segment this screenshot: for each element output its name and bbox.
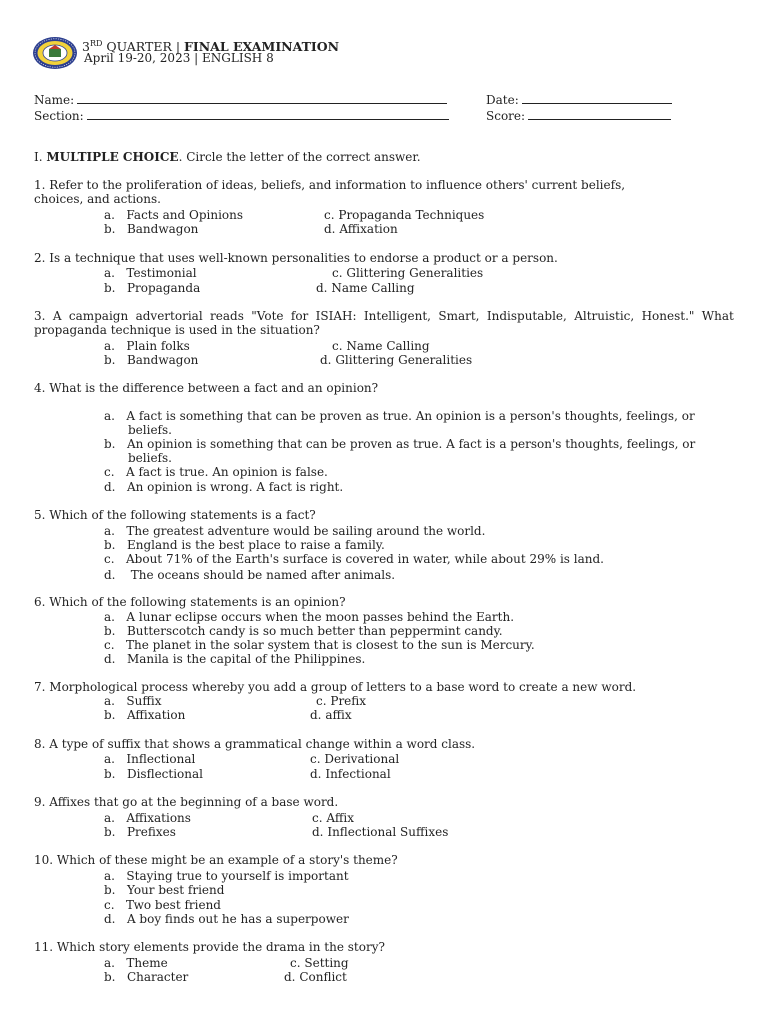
choice-9d[interactable]: d. Inflectional Suffixes — [312, 825, 449, 839]
question-3-line2: propaganda technique is used in the situation? — [34, 323, 320, 337]
exam-header-subtitle: April 19-20, 2023 | ENGLISH 8 — [84, 51, 274, 65]
question-3-word: A — [52, 309, 62, 323]
score-field[interactable] — [486, 108, 671, 123]
choice-4d[interactable]: d. An opinion is wrong. A fact is right. — [104, 480, 344, 494]
choice-4c[interactable]: c. A fact is true. An opinion is false. — [104, 465, 328, 479]
name-field[interactable] — [34, 92, 447, 107]
question-5: 5. Which of the following statements is a fact? — [34, 508, 316, 522]
choice-1c[interactable]: c. Propaganda Techniques — [324, 208, 485, 222]
question-3-word: reads — [210, 309, 244, 323]
question-3 — [34, 309, 734, 337]
choice-1d[interactable]: d. Affixation — [324, 222, 398, 236]
choice-2d[interactable]: d. Name Calling — [316, 281, 415, 295]
choice-5a[interactable]: a. The greatest adventure would be sailing around the world. — [104, 524, 486, 538]
choice-7a[interactable]: a. Suffix — [104, 694, 162, 708]
choice-6b[interactable]: b. Butterscotch candy is so much better than peppermint candy. — [104, 624, 503, 638]
question-3-line1 — [34, 309, 734, 323]
question-6: 6. Which of the following statements is an opinion? — [34, 595, 346, 609]
score-label: Score: — [486, 109, 526, 123]
name-blank[interactable] — [77, 92, 447, 104]
choice-7d[interactable]: d. affix — [310, 708, 352, 722]
question-3-word: "Vote — [251, 309, 284, 323]
question-11: 11. Which story elements provide the drama in the story? — [34, 940, 385, 954]
choice-7b[interactable]: b. Affixation — [104, 708, 186, 722]
choice-6d[interactable]: d. Manila is the capital of the Philippines. — [104, 652, 366, 666]
choice-3d[interactable]: d. Glittering Generalities — [320, 353, 473, 367]
choice-3a[interactable]: a. Plain folks — [104, 339, 190, 353]
question-10: 10. Which of these might be an example of a story's theme? — [34, 853, 398, 867]
date-label: Date: — [486, 93, 519, 107]
score-blank[interactable] — [528, 108, 671, 120]
choice-5c[interactable]: c. About 71% of the Earth's surface is covered in water, while about 29% is land. — [104, 552, 604, 566]
choice-4a-cont: beliefs. — [128, 423, 172, 437]
choice-3b[interactable]: b. Bandwagon — [104, 353, 199, 367]
choice-4b-cont: beliefs. — [128, 451, 172, 465]
choice-1b[interactable]: b. Bandwagon — [104, 222, 199, 236]
choice-11a[interactable]: a. Theme — [104, 956, 168, 970]
school-seal-logo — [32, 36, 78, 70]
question-7: 7. Morphological process whereby you add a group of letters to a base word to create a new word. — [34, 680, 637, 694]
choice-10b[interactable]: b. Your best friend — [104, 883, 225, 897]
question-8: 8. A type of suffix that shows a grammatical change within a word class. — [34, 737, 476, 751]
choice-2a[interactable]: a. Testimonial — [104, 266, 197, 280]
question-3-word: advertorial — [135, 309, 203, 323]
name-label: Name: — [34, 93, 75, 107]
choice-8d[interactable]: d. Infectional — [310, 767, 391, 781]
question-3-word: Honest." — [641, 309, 695, 323]
choice-1a[interactable]: a. Facts and Opinions — [104, 208, 244, 222]
choice-11d[interactable]: d. Conflict — [284, 970, 347, 984]
choice-6c[interactable]: c. The planet in the solar system that is closest to the sun is Mercury. — [104, 638, 535, 652]
choice-10c[interactable]: c. Two best friend — [104, 898, 221, 912]
section-blank[interactable] — [87, 108, 449, 120]
question-3-word: for — [290, 309, 309, 323]
choice-11b[interactable]: b. Character — [104, 970, 189, 984]
section-heading: I. MULTIPLE CHOICE. Circle the letter of the correct answer. — [34, 150, 421, 164]
question-2: 2. Is a technique that uses well-known personalities to endorse a product or a person. — [34, 251, 558, 265]
choice-2c[interactable]: c. Glittering Generalities — [332, 266, 484, 280]
choice-4b[interactable]: b. An opinion is something that can be proven as true. A fact is a person's thoughts, feelings, or — [104, 437, 696, 451]
question-3-word: Intelligent, — [363, 309, 431, 323]
question-3-word: ISIAH: — [315, 309, 357, 323]
question-9: 9. Affixes that go at the beginning of a base word. — [34, 795, 339, 809]
date-field[interactable] — [486, 92, 672, 107]
choice-10a[interactable]: a. Staying true to yourself is important — [104, 869, 349, 883]
question-1: 1. Refer to the proliferation of ideas, beliefs, and information to influence others' current beliefs, — [34, 178, 626, 192]
date-blank[interactable] — [522, 92, 672, 104]
choice-2b[interactable]: b. Propaganda — [104, 281, 201, 295]
choice-5d[interactable]: d. The oceans should be named after animals. — [104, 568, 396, 582]
choice-7c[interactable]: c. Prefix — [316, 694, 367, 708]
question-3-word: 3. — [34, 309, 46, 323]
choice-8a[interactable]: a. Inflectional — [104, 752, 196, 766]
choice-9a[interactable]: a. Affixations — [104, 811, 191, 825]
choice-9b[interactable]: b. Prefixes — [104, 825, 176, 839]
choice-3c[interactable]: c. Name Calling — [332, 339, 430, 353]
section-label: Section: — [34, 109, 84, 123]
question-3-word: Altruistic, — [574, 309, 635, 323]
question-3-word: Indisputable, — [486, 309, 567, 323]
choice-5b[interactable]: b. England is the best place to raise a family. — [104, 538, 385, 552]
question-1-cont: choices, and actions. — [34, 192, 161, 206]
choice-9c[interactable]: c. Affix — [312, 811, 354, 825]
choice-10d[interactable]: d. A boy finds out he has a superpower — [104, 912, 349, 926]
question-4: 4. What is the difference between a fact and an opinion? — [34, 381, 379, 395]
choice-11c[interactable]: c. Setting — [290, 956, 349, 970]
question-3-word: What — [701, 309, 734, 323]
choice-8c[interactable]: c. Derivational — [310, 752, 400, 766]
choice-8b[interactable]: b. Disflectional — [104, 767, 204, 781]
choice-4a[interactable]: a. A fact is something that can be proven as true. An opinion is a person's thoughts, feelings, or — [104, 409, 695, 423]
question-3-word: Smart, — [438, 309, 480, 323]
exam-header-title: 3RD QUARTER | FINAL EXAMINATION — [82, 39, 340, 54]
section-field[interactable] — [34, 108, 449, 123]
choice-6a[interactable]: a. A lunar eclipse occurs when the moon passes behind the Earth. — [104, 610, 515, 624]
question-3-word: campaign — [68, 309, 129, 323]
